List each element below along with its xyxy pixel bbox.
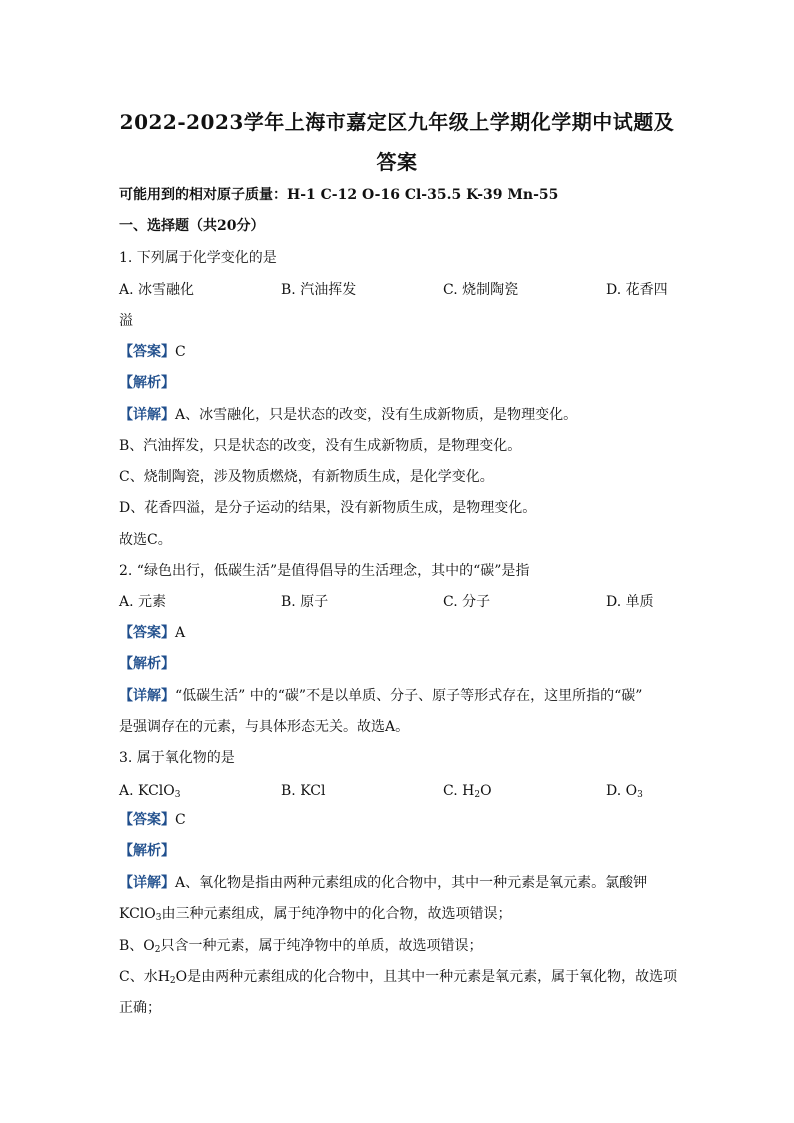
q3-option-c	[443, 782, 492, 804]
doc-title-line2: 答案	[376, 150, 418, 174]
formula-text: B、O	[119, 938, 155, 954]
q3-answer-value: C	[175, 812, 186, 828]
formula-subscript: 3	[637, 790, 643, 800]
q1-option-b: B. 汽油挥发	[281, 282, 357, 298]
formula-subscript: 2	[169, 976, 176, 986]
doc-title-line1: 2022-2023学年上海市嘉定区九年级上学期化学期中试题及	[119, 110, 675, 134]
q1-stem: 1. 下列属于化学变化的是	[119, 250, 277, 266]
answer-label: 【答案】	[119, 812, 175, 828]
answer-label: 【答案】	[119, 625, 175, 641]
q3-detail-text: 由三种元素组成，属于纯净物中的化合物，故选项错误；	[161, 906, 512, 922]
q2-answer	[119, 624, 185, 642]
detail-label: 【详解】	[119, 407, 175, 423]
q3-detail-text: O是由两种元素组成的化合物中，且其中一种元素是氧元素，属于氧化物，故选项	[175, 969, 678, 985]
q3-detail-3	[119, 937, 483, 959]
q3-detail-text: 只含一种元素，属于纯净物中的单质，故选项错误；	[160, 938, 483, 954]
q1-option-a: A. 冰雪融化	[119, 282, 195, 298]
formula-text: B. KCl	[281, 783, 326, 799]
q1-option-d: D. 花香四	[606, 282, 668, 298]
q3-option-b	[281, 782, 325, 800]
formula-text: C、水H	[119, 969, 170, 985]
q3-detail-4	[119, 968, 677, 990]
q1-detail-text: A、冰雪融化，只是状态的改变，没有生成新物质，是物理变化。	[175, 407, 578, 423]
section-heading: 一、选择题（共20分）	[119, 218, 265, 234]
q2-answer-value: A	[175, 625, 186, 641]
analysis-label: 【解析】	[119, 843, 175, 859]
q2-option-b: B. 原子	[281, 594, 329, 610]
formula-text: A. KClO	[119, 783, 175, 799]
answer-label: 【答案】	[119, 344, 175, 360]
formula-subscript: 2	[154, 945, 161, 955]
q2-option-a: A. 元素	[119, 594, 167, 610]
q1-option-wrap: 溢	[119, 313, 133, 329]
q3-detail-5: 正确；	[119, 1000, 161, 1016]
q3-detail-2	[119, 905, 511, 927]
formula-text: KClO	[119, 906, 156, 922]
q1-detail-1	[119, 406, 577, 424]
atomic-mass-note: 可能用到的相对原子质量：H-1 C-12 O-16 Cl-35.5 K-39 Mn-55	[119, 187, 559, 203]
formula-subscript: 3	[174, 790, 181, 800]
q3-detail-text: A、氧化物是指由两种元素组成的化合物中，其中一种元素是氧元素。氯酸钾	[175, 875, 648, 891]
formula-text: O	[480, 783, 492, 799]
q1-analysis	[119, 374, 175, 392]
q1-option-c: C. 烧制陶瓷	[443, 282, 519, 298]
q1-conclusion: 故选C。	[119, 532, 172, 548]
q1-answer-value: C	[175, 344, 186, 360]
q3-detail-1	[119, 874, 647, 892]
q2-stem: 2. “绿色出行，低碳生活”是值得倡导的生活理念，其中的“碳”是指	[119, 563, 530, 579]
analysis-label: 【解析】	[119, 375, 175, 391]
q1-detail-3: C、烧制陶瓷，涉及物质燃烧，有新物质生成，是化学变化。	[119, 469, 494, 485]
q2-detail-2: 是强调存在的元素，与具体形态无关。故选A。	[119, 719, 410, 735]
detail-label: 【详解】	[119, 688, 175, 704]
q2-detail-text: “低碳生活” 中的“碳”不是以单质、分子、原子等形式存在，这里所指的“碳”	[175, 688, 643, 704]
formula-subscript: 2	[474, 790, 481, 800]
q3-option-d	[606, 782, 643, 804]
q3-answer	[119, 811, 186, 829]
formula-text: C. H	[443, 783, 475, 799]
q1-detail-2: B、汽油挥发，只是状态的改变，没有生成新物质，是物理变化。	[119, 438, 522, 454]
q3-stem: 3. 属于氧化物的是	[119, 750, 235, 766]
q2-option-c: C. 分子	[443, 594, 491, 610]
q3-analysis	[119, 842, 175, 860]
formula-text: D. O	[606, 783, 638, 799]
q2-option-d: D. 单质	[606, 594, 654, 610]
formula-subscript: 3	[155, 913, 162, 923]
q3-option-a	[119, 782, 181, 804]
analysis-label: 【解析】	[119, 656, 175, 672]
q2-analysis	[119, 655, 175, 673]
q1-detail-4: D、花香四溢，是分子运动的结果，没有新物质生成，是物理变化。	[119, 500, 537, 516]
q1-answer	[119, 343, 186, 361]
q2-detail-1	[119, 687, 642, 705]
detail-label: 【详解】	[119, 875, 175, 891]
